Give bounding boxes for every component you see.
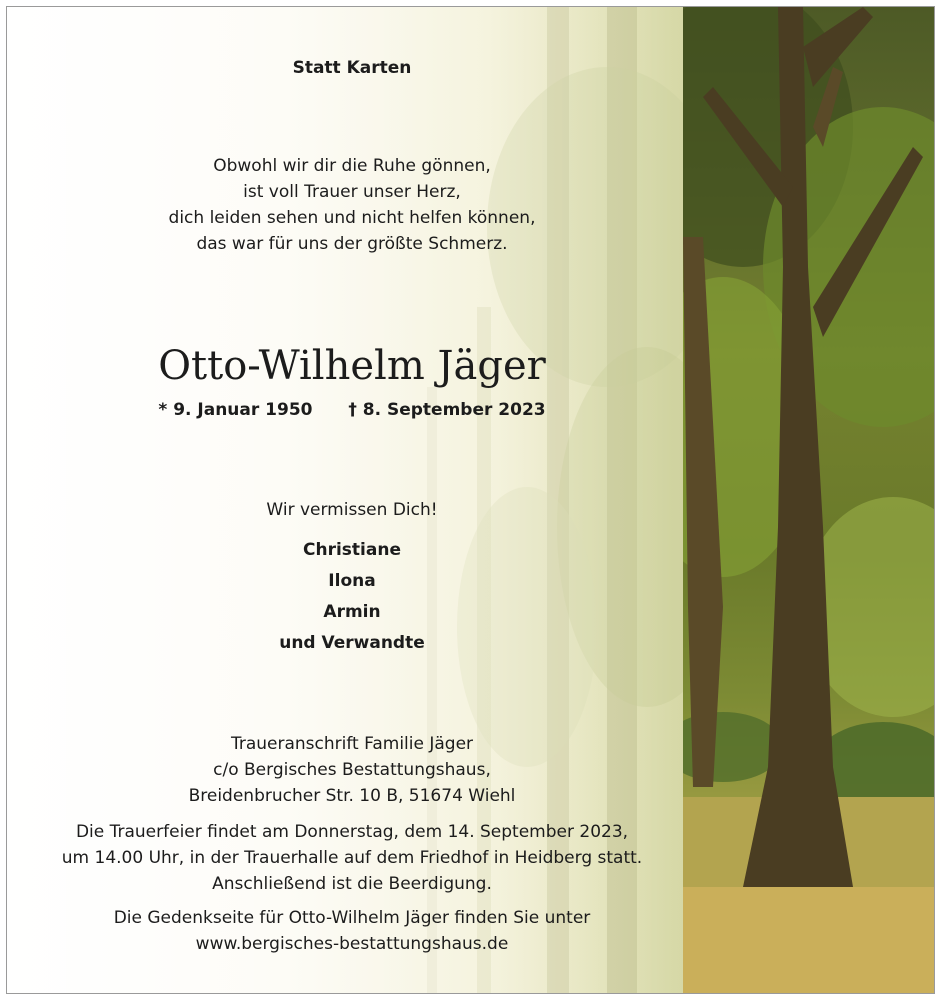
obituary-card [6, 6, 935, 994]
memorial-line: Die Gedenkseite für Otto-Wilhelm Jäger finden Sie unter [113, 908, 591, 928]
poem-line: das war für uns der größte Schmerz. [196, 234, 508, 254]
header-label: Statt Karten [292, 58, 412, 78]
mourner-name: Armin [323, 602, 381, 622]
mourner-name: und Verwandte [279, 633, 425, 653]
mourner-name: Christiane [303, 540, 401, 560]
poem-line: dich leiden sehen und nicht helfen können, [168, 208, 536, 228]
address-line: c/o Bergisches Bestattungshaus, [213, 760, 491, 780]
message: Wir vermissen Dich! [266, 500, 438, 520]
message-block [7, 497, 697, 523]
deceased-name-block [7, 341, 697, 391]
ceremony-block [7, 819, 697, 897]
tree-photo [683, 7, 934, 993]
address-line: Traueranschrift Familie Jäger [230, 734, 474, 754]
mourners-list [7, 535, 697, 659]
memorial-url[interactable]: www.bergisches-bestattungshaus.de [195, 934, 509, 954]
poem [7, 153, 697, 257]
life-dates [7, 397, 697, 423]
memorial-block [7, 905, 697, 957]
deceased-name: Otto-Wilhelm Jäger [158, 343, 546, 389]
address-block [7, 731, 697, 809]
ceremony-line: um 14.00 Uhr, in der Trauerhalle auf dem Friedhof in Heidberg statt. [61, 848, 643, 868]
mourner-name: Ilona [328, 571, 376, 591]
header-text-block [7, 55, 697, 81]
death-date: † 8. September 2023 [348, 400, 546, 420]
birth-date: * 9. Januar 1950 [158, 400, 313, 420]
ceremony-line: Die Trauerfeier findet am Donnerstag, dem 14. September 2023, [75, 822, 629, 842]
address-line: Breidenbrucher Str. 10 B, 51674 Wiehl [188, 786, 516, 806]
ceremony-line: Anschließend ist die Beerdigung. [212, 874, 492, 894]
poem-line: ist voll Trauer unser Herz, [243, 182, 461, 202]
poem-line: Obwohl wir dir die Ruhe gönnen, [213, 156, 491, 176]
